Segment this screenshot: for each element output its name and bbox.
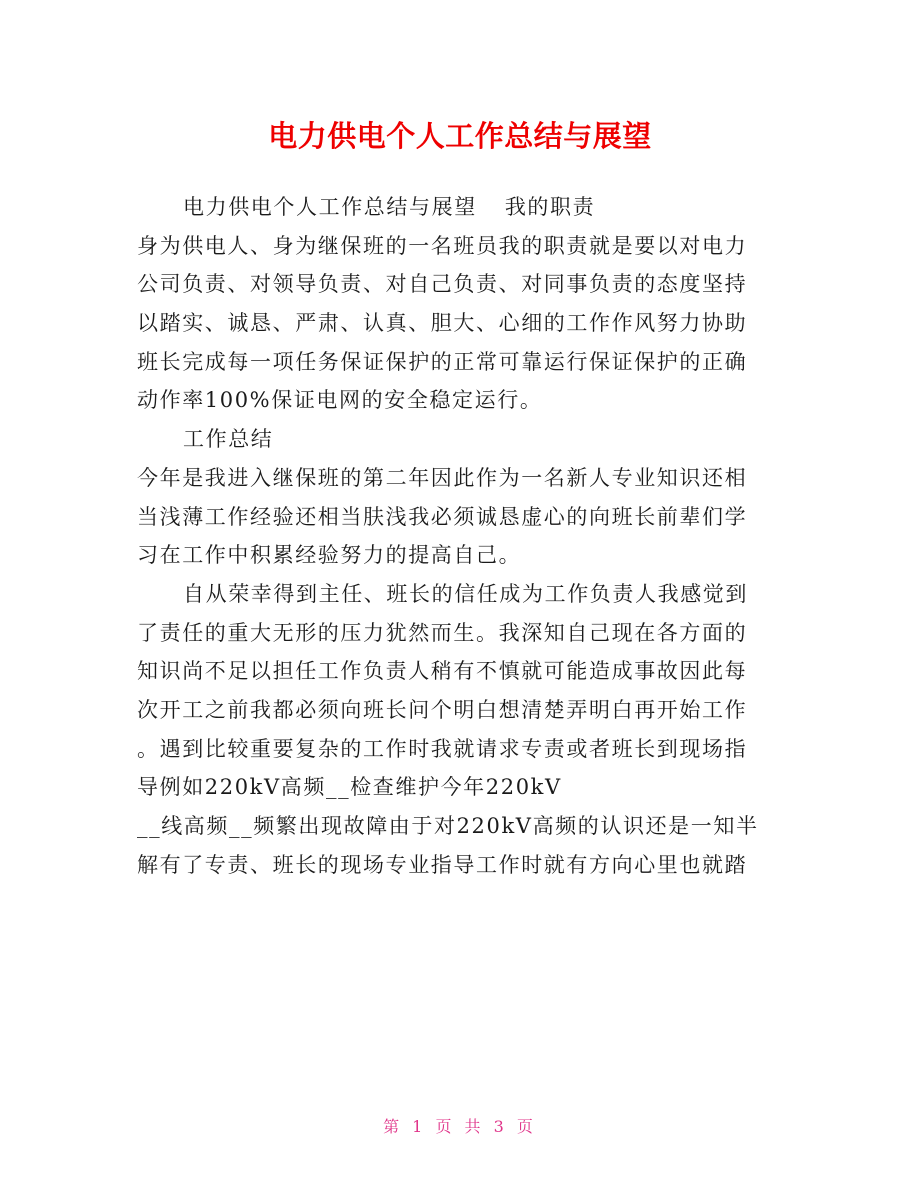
paragraph-line: 导例如220kV高频__检查维护今年220kV bbox=[137, 775, 562, 800]
subtitle-text: 电力供电个人工作总结与展望 bbox=[183, 195, 477, 219]
page-number-footer: 第 1 页 共 3 页 bbox=[383, 1117, 537, 1136]
paragraph-line: 自从荣幸得到主任、班长的信任成为工作负责人我感觉到 bbox=[183, 581, 748, 606]
paragraph-line bbox=[137, 188, 787, 227]
document-title: 电力供电个人工作总结与展望 bbox=[268, 119, 652, 153]
section-heading-summary: 工作总结 bbox=[183, 427, 274, 452]
paragraph-line: 了责任的重大无形的压力犹然而生。我深知自己现在各方面的 bbox=[137, 620, 748, 645]
paragraph-line: 解有了专责、班长的现场专业指导工作时就有方向心里也就踏 bbox=[137, 852, 748, 877]
document-body bbox=[137, 188, 787, 884]
paragraph-line: 公司负责、对领导负责、对自己负责、对同事负责的态度坚持 bbox=[137, 272, 748, 297]
paragraph-line: 今年是我进入继保班的第二年因此作为一名新人专业知识还相 bbox=[137, 465, 748, 490]
paragraph-line: 次开工之前我都必须向班长问个明白想清楚弄明白再开始工作 bbox=[137, 697, 748, 722]
paragraph-line: 知识尚不足以担任工作负责人稍有不慎就可能造成事故因此每 bbox=[137, 659, 748, 684]
paragraph-line: 身为供电人、身为继保班的一名班员我的职责就是要以对电力 bbox=[137, 233, 748, 258]
paragraph-line: 以踏实、诚恳、严肃、认真、胆大、心细的工作作风努力协助 bbox=[137, 311, 748, 336]
paragraph-line: 班长完成每一项任务保证保护的正常可靠运行保证保护的正确 bbox=[137, 349, 748, 374]
paragraph-line: 当浅薄工作经验还相当肤浅我必须诚恳虚心的向班长前辈们学 bbox=[137, 504, 748, 529]
paragraph-line: __线高频__频繁出现故障由于对220kV高频的认识还是一知半 bbox=[137, 814, 759, 838]
paragraph-line: 习在工作中积累经验努力的提高自己。 bbox=[137, 543, 522, 568]
paragraph-line: 。遇到比较重要复杂的工作时我就请求专责或者班长到现场指 bbox=[137, 736, 748, 761]
paragraph-line: 动作率100%保证电网的安全稳定运行。 bbox=[137, 388, 543, 413]
section-heading-duties: 我的职责 bbox=[504, 195, 596, 219]
